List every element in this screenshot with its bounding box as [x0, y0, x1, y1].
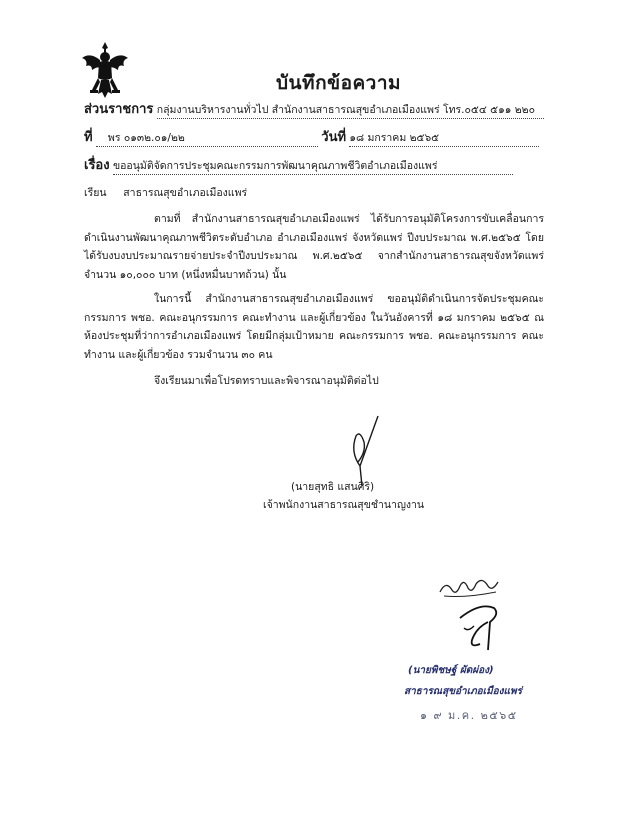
- approver-name: (นายพิชษฐ์ ผัดผ่อง): [408, 665, 494, 676]
- signer-position: เจ้าพนักงานสาธารณสุขชำนาญงาน: [263, 499, 425, 511]
- date-value: ๑๘ มกราคม ๒๕๖๕: [349, 129, 539, 147]
- approval-date-stamp: ๑ ๙ ม.ค. ๒๕๖๕: [420, 709, 518, 722]
- date-label: วันที่: [321, 130, 347, 145]
- subject-value: ขออนุมัติจัดการประชุมคณะกรรมการพัฒนาคุณภาพชีวิตอำเภอเมืองแพร่: [113, 157, 513, 175]
- reference-row: [84, 126, 539, 147]
- ref-value: พร ๐๑๓๒.๐๑/๒๒: [96, 129, 318, 147]
- signature-scribble: [330, 412, 400, 487]
- body-paragraph-1: ตามที่ สำนักงานสาธารณสุขอำเภอเมืองแพร่ ได้รับการอนุมัติโครงการขับเคลื่อนการดำเนินงานพัฒนาคุณภาพชีวิตระดับอำเภอ อำเภอเมืองแพร่ จังหวัดแพร่ ปีงบประมาณ พ.ศ.๒๕๖๕ โดยได้รับงบงบประมาณรายจ่ายประจำปีงบประมาณ พ.ศ.๒๕๖๕ จากสำนักงานสาธารณสุขจังหวัดแพร่ จำนวน ๑๐,๐๐๐ บาท (หนึ่งหมื่นบาทถ้วน) นั้น: [84, 213, 544, 281]
- to-value: สาธารณสุขอำเภอเมืองแพร่: [123, 187, 248, 199]
- approval-signature: [450, 598, 510, 653]
- approver-position: สาธารณสุขอำเภอเมืองแพร่: [404, 686, 522, 697]
- agency-label: ส่วนราชการ: [84, 102, 154, 117]
- agency-value: กลุ่มงานบริหารงานทั่วไป สำนักงานสาธารณสุขอำเภอเมืองแพร่ โทร.๐๕๔ ๕๑๑ ๒๒๐: [157, 101, 544, 119]
- ref-label: ที่: [84, 130, 93, 145]
- agency-row: [84, 98, 544, 119]
- subject-row: [84, 154, 513, 175]
- body-paragraph-3: จึงเรียนมาเพื่อโปรดทราบและพิจารณาอนุมัติต่อไป: [154, 375, 379, 387]
- salutation-row: [84, 184, 247, 201]
- subject-label: เรื่อง: [84, 158, 110, 173]
- memo-title: บันทึกข้อความ: [276, 72, 402, 94]
- body-paragraph-2: ในการนี้ สำนักงานสาธารณสุขอำเภอเมืองแพร่ ขออนุมัติดำเนินการจัดประชุมคณะกรรมการ พชอ. คณะอนุกรรมการ คณะทำงาน และผู้เกี่ยวข้อง ในวันอังคารที่ ๑๘ มกราคม ๒๕๖๕ ณ ห้องประชุมที่ว่าการอำเภอเมืองแพร่ โดยมีกลุ่มเป้าหมาย คณะกรรมการ พชอ. คณะอนุกรรมการ คณะทำงาน และผู้เกี่ยวข้อง รวมจำนวน ๓๐ คน: [84, 293, 544, 361]
- handwritten-note-icon: [436, 572, 506, 600]
- signer-name: (นายสุทธิ แสนศิริ): [291, 481, 375, 493]
- to-label: เรียน: [84, 187, 107, 199]
- garuda-emblem-icon: [80, 40, 130, 102]
